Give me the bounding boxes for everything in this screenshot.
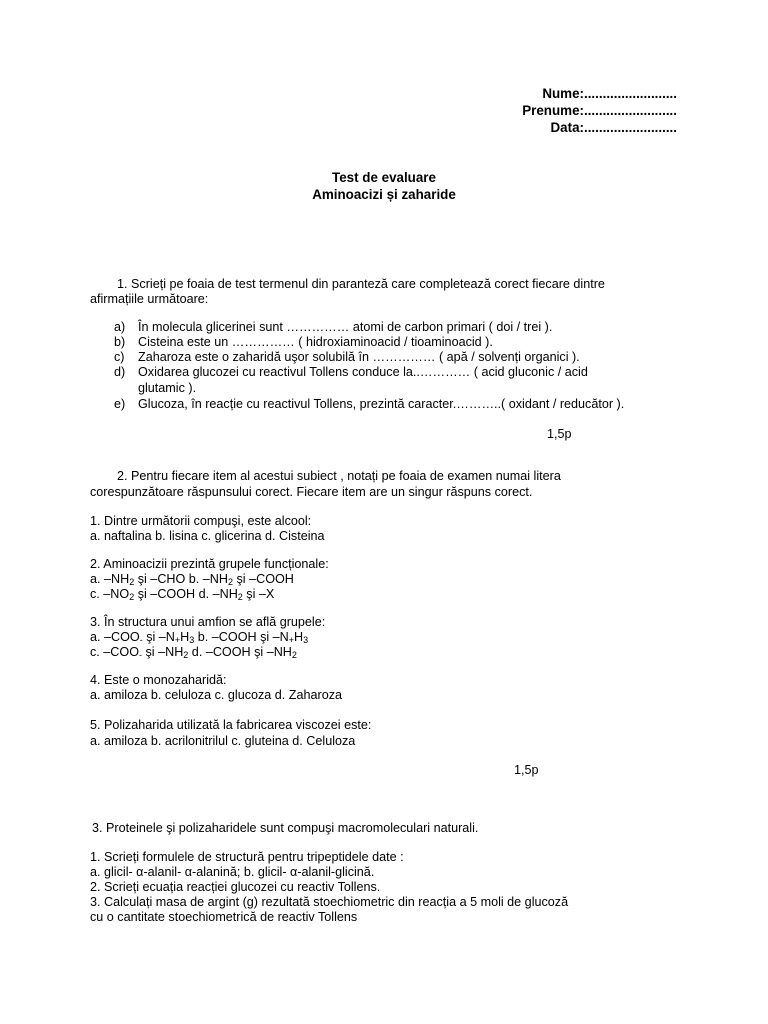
test-subtitle: Aminoacizi și zaharide [312, 187, 456, 202]
q1-item-text: În molecula glicerinei sunt …………… atomi de carbon primari ( doi / trei ). [138, 320, 553, 334]
q1-item-text: Cisteina este un …………… ( hidroxiaminoacid / tioaminoacid ). [138, 335, 493, 349]
q2-item1-answers: a. naftalina b. lisina c. glicerina d. Cisteina [90, 529, 325, 543]
q2-item1-question: 1. Dintre următorii compuşi, este alcool: [90, 514, 312, 528]
q2-item2-question: 2. Aminoacizii prezintă grupele funcționale: [90, 557, 329, 571]
q2-item4-answers: a. amiloza b. celuloza c. glucoza d. Zaharoza [90, 688, 343, 702]
q2-item2-answers-2: c. $-NO_2$ şi –COOH d. $-NH_2$ şi –X [90, 587, 275, 602]
q2-item3-question: 3. În structura unui amfion se află grupele: [90, 615, 326, 629]
q1-score: 1,5p [547, 427, 572, 441]
q1-item-label: c) [114, 350, 125, 364]
q2-item3-answers-2: c. $-COO_-$ şi $-NH_2$ d. –COOH şi $-NH_2$ [90, 645, 297, 660]
q1-item-label: b) [114, 335, 126, 349]
q2-intro-line1: 2. Pentru fiecare item al acestui subiect , notați pe foaia de examen numai litera [117, 469, 561, 483]
q2-item5-answers: a. amiloza b. acrilonitrilul c. gluteina d. Celuloza [90, 734, 356, 748]
q3-line3: 2. Scrieți ecuația reacției glucozei cu reactiv Tollens. [90, 880, 381, 894]
test-title: Test de evaluare [332, 170, 436, 185]
q3-line4: 3. Calculați masa de argint (g) rezultată stoechiometric din reacția a 5 moli de glucoză [90, 895, 569, 909]
q3-line2: a. glicil- α-alanil- α-alanină; b. glicil- α-alanil-glicină. [90, 865, 375, 879]
name-field: Nume:......................... [542, 86, 677, 101]
q3-line5: cu o cantitate stoechiometrică de reactiv Tollens [90, 910, 358, 924]
q1-item-text: glutamic ). [138, 381, 197, 395]
q1-item-text: Glucoza, în reacție cu reactivul Tollens, prezintă caracter.………..( oxidant / reducător ). [138, 397, 625, 411]
q3-intro: 3. Proteinele şi polizaharidele sunt compuşi macromoleculari naturali. [92, 821, 479, 835]
q2-item2-answers-1: a. $-NH_2$ şi –CHO b. $-NH_2$ şi –COOH [90, 572, 294, 587]
surname-field: Prenume:......................... [522, 103, 677, 118]
q1-intro-line1: 1. Scrieți pe foaia de test termenul din paranteză care completează corect fiecare dintre [117, 277, 605, 291]
q1-item-label: e) [114, 397, 126, 411]
q2-item5-question: 5. Polizaharida utilizată la fabricarea viscozei este: [90, 718, 372, 732]
q1-item-text: Oxidarea glucozei cu reactivul Tollens conduce la..………… ( acid gluconic / acid [138, 365, 588, 379]
q1-item-label: a) [114, 320, 126, 334]
date-field: Data:......................... [550, 120, 677, 135]
q1-item-text: Zaharoza este o zaharidă uşor solubilă în …………… ( apă / solvenți organici ). [138, 350, 580, 364]
q1-intro-line2: afirmațiile următoare: [90, 292, 209, 306]
q1-item-label: d) [114, 365, 126, 379]
q3-line1: 1. Scrieți formulele de structură pentru tripeptidele date : [90, 850, 404, 864]
q2-score: 1,5p [514, 763, 539, 777]
q2-intro-line2: corespunzătoare răspunsului corect. Fiecare item are un singur răspuns corect. [90, 485, 533, 499]
q2-item4-question: 4. Este o monozaharidă: [90, 673, 227, 687]
q2-item3-answers-1: a. $-COO_-$ şi $-N_+H_3$ b. –COOH şi $-N_+H_3$ [90, 630, 309, 645]
